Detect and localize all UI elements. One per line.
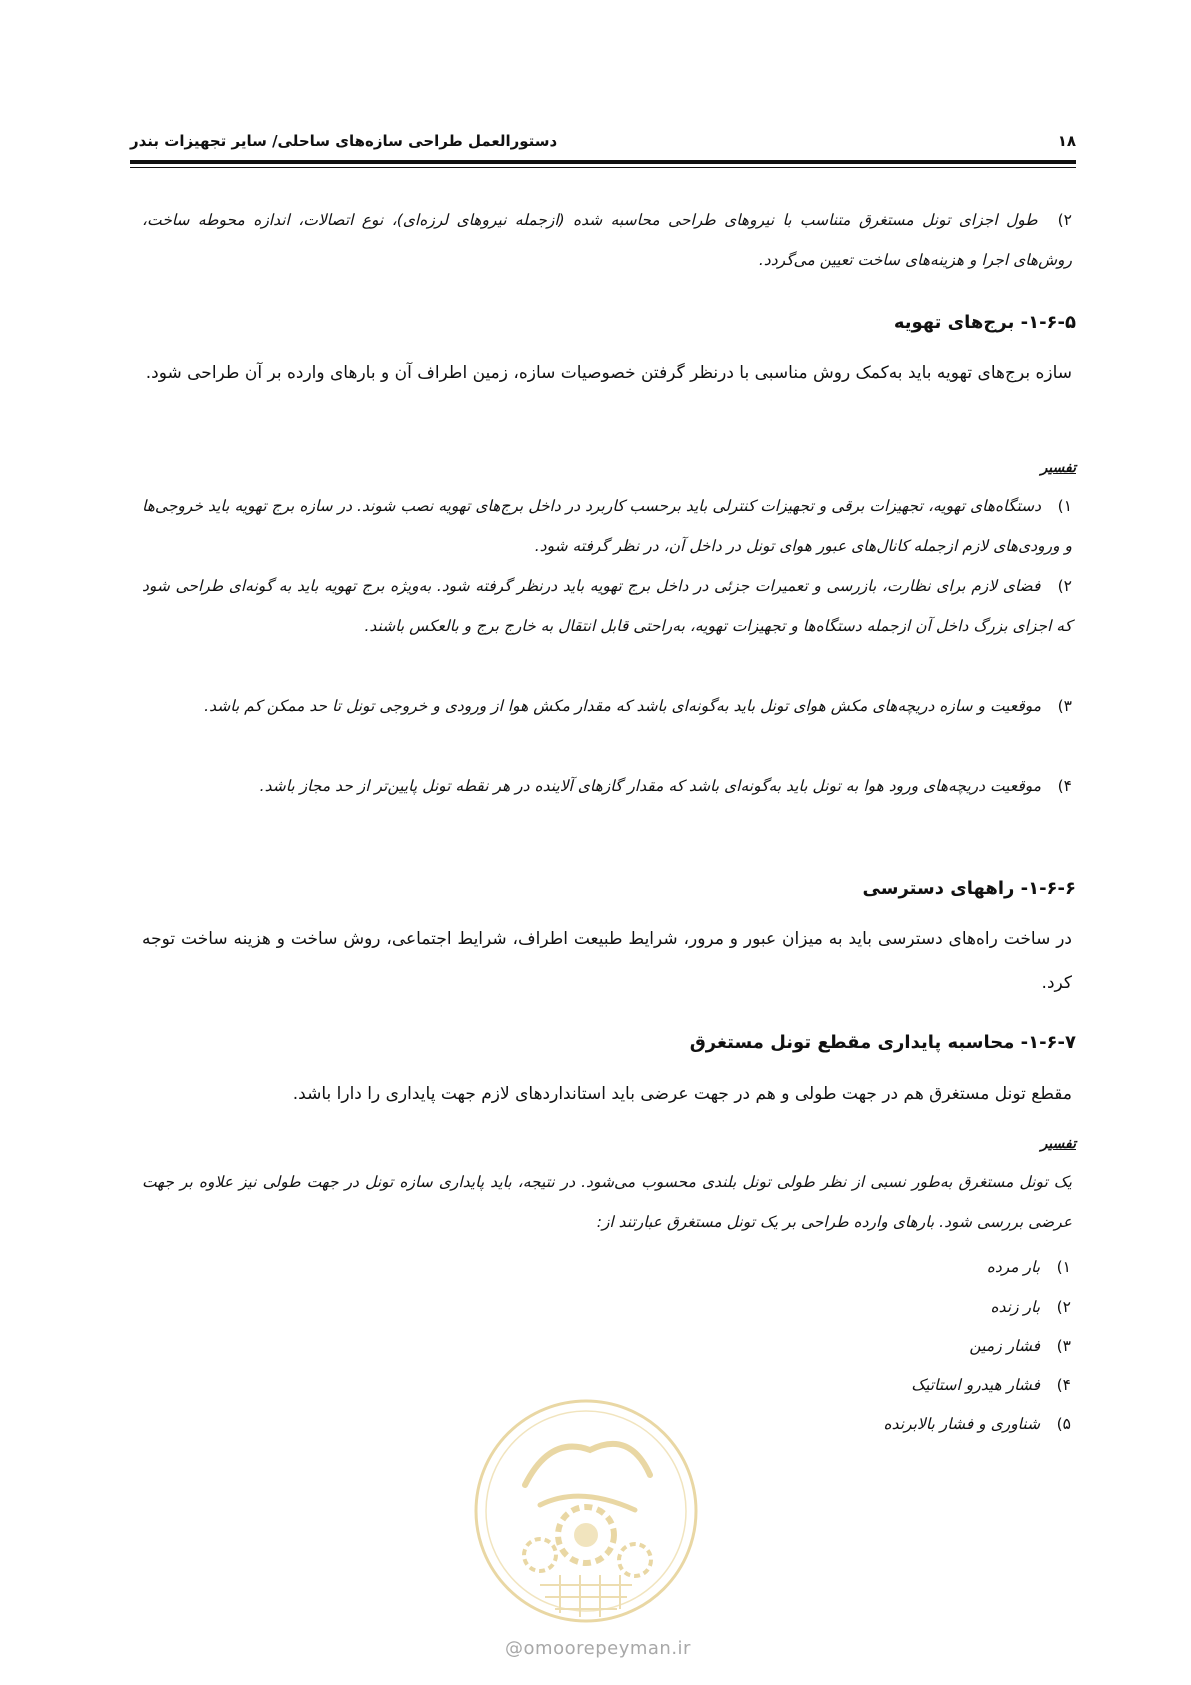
section-paragraph: مقطع تونل مستغرق هم در جهت طولی و هم در جهت عرضی باید استانداردهای لازم جهت پایداری را دارا باشد.	[292, 1084, 1072, 1104]
load-item: ۴) فشار هیدرو استاتیک	[911, 1376, 1071, 1394]
list-item: ۳) موقعیت و سازه دریچه‌های مکش هوای تونل باید به‌گونه‌ای باشد که مقدار مکش هوا از ورودی و خروجی تونل تا حد ممکن کم باشد.	[204, 697, 1072, 715]
tafsir-label: تفسیر	[1040, 1136, 1076, 1152]
list-item: ۲) فضای لازم برای نظارت، بازرسی و تعمیرات جزئی در داخل برج تهویه باید درنظر گرفته شود. به‌ویژه برج تهویه باید به گونه‌ای طراحی شود که اجزای بزرگ داخل آن ازجمله دستگاه‌ها و تجهیزات تهویه، به‌راحتی قابل انتقال به خارج برج و بالعکس باشند.	[142, 577, 1072, 635]
page-header	[130, 130, 1076, 152]
watermark-stamp-logo	[470, 1395, 702, 1627]
header-rule-thick	[130, 160, 1076, 164]
list-item: ۱) دستگاه‌های تهویه، تجهیزات برقی و تجهیزات کنترلی باید برحسب کاربرد در داخل برج‌های تهویه نصب شوند. در سازه برج تهویه باید خروجی‌ها و ورودی‌های لازم ازجمله کانال‌های عبور هوای تونل در داخل آن، در نظر گرفته شود.	[142, 497, 1073, 555]
running-title: دستورالعمل طراحی سازه‌های ساحلی/ سایر تجهیزات بندر	[130, 132, 558, 150]
load-item: ۳) فشار زمین	[969, 1337, 1071, 1355]
page-number: ۱۸	[1057, 132, 1076, 150]
section-heading: ۱-۶-۵- برج‌های تهویه	[893, 312, 1076, 333]
list-item: ۴) موقعیت دریچه‌های ورود هوا به تونل باید به‌گونه‌ای باشد که مقدار گازهای آلاینده در هر نقطه تونل پایین‌تر از حد مجاز باشد.	[259, 777, 1072, 795]
section-paragraph: در ساخت راه‌های دسترسی باید به میزان عبور و مرور، شرایط طبیعت اطراف، شرایط اجتماعی، روش ساخت و هزینه ساخت توجه کرد.	[142, 929, 1072, 993]
tafsir-paragraph: یک تونل مستغرق به‌طور نسبی از نظر طولی تونل بلندی محسوب می‌شود. در نتیجه، باید پایداری سازه تونل در جهت طولی نیز علاوه بر جهت عرضی بررسی شود. بارهای وارده طراحی بر یک تونل مستغرق عبارتند از:	[142, 1173, 1072, 1231]
section-paragraph: سازه برج‌های تهویه باید به‌کمک روش مناسبی با درنظر گرفتن خصوصیات سازه، زمین اطراف آن و بارهای وارده بر آن طراحی شود.	[145, 363, 1072, 383]
header-rule-thin	[130, 167, 1076, 168]
section-heading: ۱-۶-۷- محاسبه پایداری مقطع تونل مستغرق	[689, 1032, 1076, 1053]
tafsir-label: تفسیر	[1040, 460, 1076, 476]
load-item: ۲) بار زنده	[990, 1298, 1071, 1316]
watermark-url: @omoorepeyman.ir	[505, 1638, 691, 1659]
load-item: ۱) بار مرده	[986, 1258, 1071, 1276]
section-heading: ۱-۶-۶- راههای دسترسی	[862, 878, 1076, 899]
list-item: ۲) طول اجزای تونل مستغرق متناسب با نیروهای طراحی محاسبه شده (ازجمله نیروهای لرزه‌ای)، نوع اتصالات، اندازه محوطه ساخت، روش‌های اجرا و هزینه‌های ساخت تعیین می‌گردد.	[142, 211, 1072, 269]
load-item: ۵) شناوری و فشار بالابرنده	[883, 1415, 1071, 1433]
